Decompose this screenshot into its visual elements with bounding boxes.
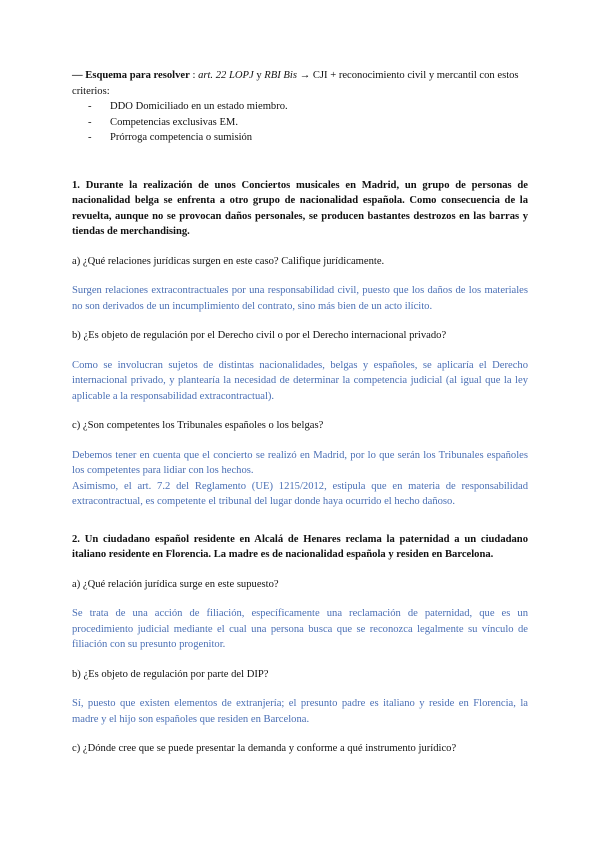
scheme-ref-lopj: art. 22 LOPJ (198, 70, 254, 81)
document-page (72, 68, 528, 757)
case1-question-a: a) ¿Qué relaciones jurídicas surgen en este caso? Califique jurídicamente. (72, 255, 385, 267)
criteria-list (72, 99, 528, 146)
case1-question-b: b) ¿Es objeto de regulación por el Derecho civil o por el Derecho internacional privado? (72, 330, 447, 341)
scheme-heading (72, 68, 528, 99)
scheme-colon: : (189, 70, 199, 81)
criteria-item: - Prórroga competencia o sumisión (88, 130, 528, 146)
case1-answer-b: Como se involucran sujetos de distintas nacionalidades, belgas y españoles, se aplicaría el Derecho internacional privado, y plantearía la necesidad de determinar la competencia judicial (al igual que la ley aplicable a la responsabilidad extracontractual). (72, 359, 528, 402)
criteria-item: - DDO Domiciliado en un estado miembro. (88, 99, 528, 115)
case1-statement: 1. Durante la realización de unos Conciertos musicales en Madrid, un grupo de personas de nacionalidad belga se enfrenta a otro grupo de nacionalidad española. Como consecuencia de la revuelta, aunque no se provocan daños personales, se producen bastantes destrozos en las barras y tiendas de merchandising. (72, 179, 528, 237)
case2-question-c: c) ¿Dónde cree que se puede presentar la demanda y conforme a qué instrumento jurídico? (72, 743, 457, 754)
case1-answer-c1: Debemos tener en cuenta que el concierto se realizó en Madrid, por lo que serán los Tribunales españoles los competentes para lidiar con los hechos. (72, 449, 528, 476)
case1-answer-a: Surgen relaciones extracontractuales por una responsabilidad civil, puesto que los daños de los materiales no son derivados de un incumplimiento del contrato, sino más bien de un acto ilícito. (72, 285, 528, 312)
em-dash: — (72, 70, 83, 81)
case2-question-a: a) ¿Qué relación jurídica surge en este supuesto? (72, 578, 279, 590)
criteria-item: - Competencias exclusivas EM. (88, 115, 528, 131)
scheme-rest: → CJI + reconocimiento civil y mercantil con estos criterios: (72, 70, 519, 97)
case2-statement: 2. Un ciudadano español residente en Alcalá de Henares reclama la paternidad a un ciudadano italiano residente en Florencia. La madre es de nacionalidad española y residen en Barcelona. (72, 533, 528, 560)
case2-answer-b: Sí, puesto que existen elementos de extranjería; el presunto padre es italiano y reside en Florencia, la madre y el hijo son españoles que residen en Barcelona. (72, 698, 528, 725)
case2-question-b: b) ¿Es objeto de regulación por parte del DIP? (72, 668, 269, 680)
scheme-title: Esquema para resolver (85, 70, 190, 81)
case1-answer-c2: Asimismo, el art. 7.2 del Reglamento (UE) 1215/2012, estipula que en materia de responsabilidad extracontractual, es competente el tribunal del lugar donde haya ocurrido el hecho dañoso. (72, 480, 528, 507)
case1-question-c: c) ¿Son competentes los Tribunales españoles o los belgas? (72, 420, 324, 431)
scheme-ref-rbi: RBI Bis (264, 70, 297, 81)
scheme-and: y (253, 70, 265, 81)
case2-answer-a: Se trata de una acción de filiación, específicamente una reclamación de paternidad, que es un procedimiento judicial mediante el cual una persona busca que se reconozca legalmente su vínculo de filiación con su presunto progenitor. (72, 608, 528, 650)
